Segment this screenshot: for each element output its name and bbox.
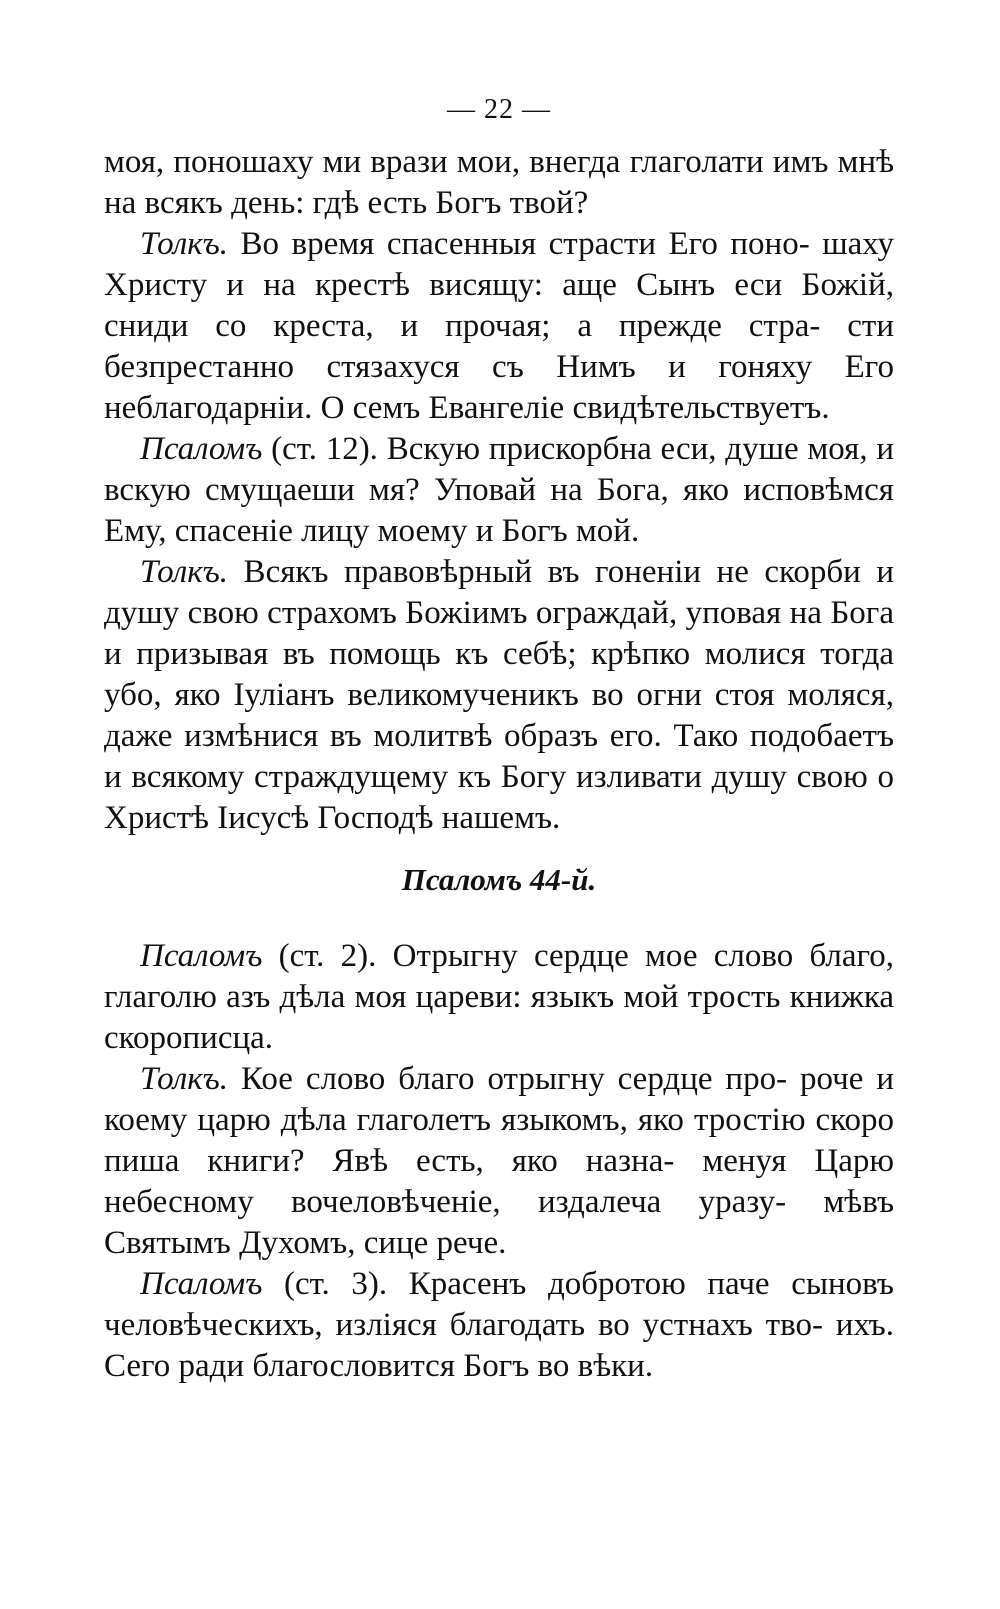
paragraph-label: Толкъ. bbox=[140, 554, 229, 590]
text-line: мнѣ на всякъ день: гдѣ есть Богъ твой? bbox=[104, 144, 895, 221]
text-line: человѣческихъ, изліяся благодать во устнахъ тво- bbox=[104, 1307, 823, 1343]
text-line: (ст. 12). Вскую прискорбна еси, душе bbox=[262, 431, 799, 467]
text-line: (ст. 2). Отрыгну сердце мое слово благо, bbox=[262, 938, 894, 974]
paragraph-2 bbox=[104, 224, 894, 429]
text-line: на Бога и призывая въ помощь къ себѣ; крѣпко bbox=[104, 595, 894, 672]
text-line: Во время спасенныя страсти Его поно- bbox=[228, 226, 810, 262]
document-page bbox=[104, 90, 894, 1387]
text-line: сти безпрестанно стязахуся съ Нимъ и гоняху Его bbox=[104, 308, 894, 385]
paragraph-3 bbox=[104, 429, 894, 552]
text-line: его. Тако подобаетъ и всякому страждущему къ bbox=[104, 718, 895, 795]
text-line: Божій, сниди со креста, и прочая; а прежде стра- bbox=[104, 267, 895, 344]
text-line: Богу изливати душу свою о Христѣ Іисусѣ Господѣ bbox=[104, 759, 895, 836]
paragraph-label: Толкъ. bbox=[140, 1061, 229, 1097]
text-line: моя, поношаху ми врази мои, внегда глаголати имъ bbox=[104, 144, 829, 180]
paragraph-label: Псаломъ bbox=[140, 1266, 263, 1302]
paragraph-6 bbox=[104, 1059, 894, 1264]
text-line: роче и коему царю дѣла глаголетъ языкомъ, яко bbox=[104, 1061, 894, 1138]
text-line: нашемъ. bbox=[441, 800, 561, 836]
text-line: менуя Царю небесному вочеловѣченіе, издалеча уразу- bbox=[104, 1143, 894, 1220]
text-line: Всякъ правовѣрный въ гоненіи не скорби bbox=[228, 554, 861, 590]
text-line: мѣвъ Святымъ Духомъ, сице рече. bbox=[104, 1184, 895, 1261]
text-line: книжка скорописца. bbox=[104, 979, 895, 1056]
text-line: шаху Христу и на крестѣ висящу: аще Сынъ еси bbox=[104, 226, 894, 303]
paragraph-1 bbox=[104, 142, 894, 224]
paragraph-label: Псаломъ bbox=[140, 938, 263, 974]
text-line: (ст. 3). Красенъ добротою паче сыновъ bbox=[262, 1266, 894, 1302]
paragraph-label: Псаломъ bbox=[140, 431, 263, 467]
paragraph-label: Толкъ. bbox=[140, 226, 229, 262]
text-line: неблагодарніи. О семъ Евангеліе свидѣтельствуетъ. bbox=[104, 390, 830, 426]
text-line: исповѣмся Ему, спасеніе лицу моему и Богъ мой. bbox=[104, 472, 894, 549]
text-line: Кое слово благо отрыгну сердце про- bbox=[228, 1061, 788, 1097]
text-line: ихъ. Сего ради благословится Богъ во вѣки. bbox=[104, 1307, 894, 1384]
text-line: молися тогда убо, яко Іуліанъ великомученикъ во bbox=[104, 636, 895, 713]
section-heading: Псаломъ 44-й. bbox=[401, 862, 597, 897]
paragraph-4 bbox=[104, 552, 894, 839]
text-line: глаголю азъ дѣла моя цареви: языкъ мой трость bbox=[104, 979, 781, 1015]
text-line: и душу свою страхомъ Божіимъ ограждай, уповая bbox=[104, 554, 894, 631]
paragraph-7 bbox=[104, 1264, 894, 1387]
text-line: моя, и вскую смущаеши мя? Уповай на Бога, яко bbox=[104, 431, 895, 508]
text-line: тростію скоро пиша книги? Явѣ есть, яко назна- bbox=[104, 1102, 895, 1179]
text-line: огни стоя моляся, даже измѣнися въ молитвѣ образъ bbox=[104, 677, 894, 754]
page-number: — 22 — bbox=[447, 94, 551, 125]
paragraph-5 bbox=[104, 936, 894, 1059]
